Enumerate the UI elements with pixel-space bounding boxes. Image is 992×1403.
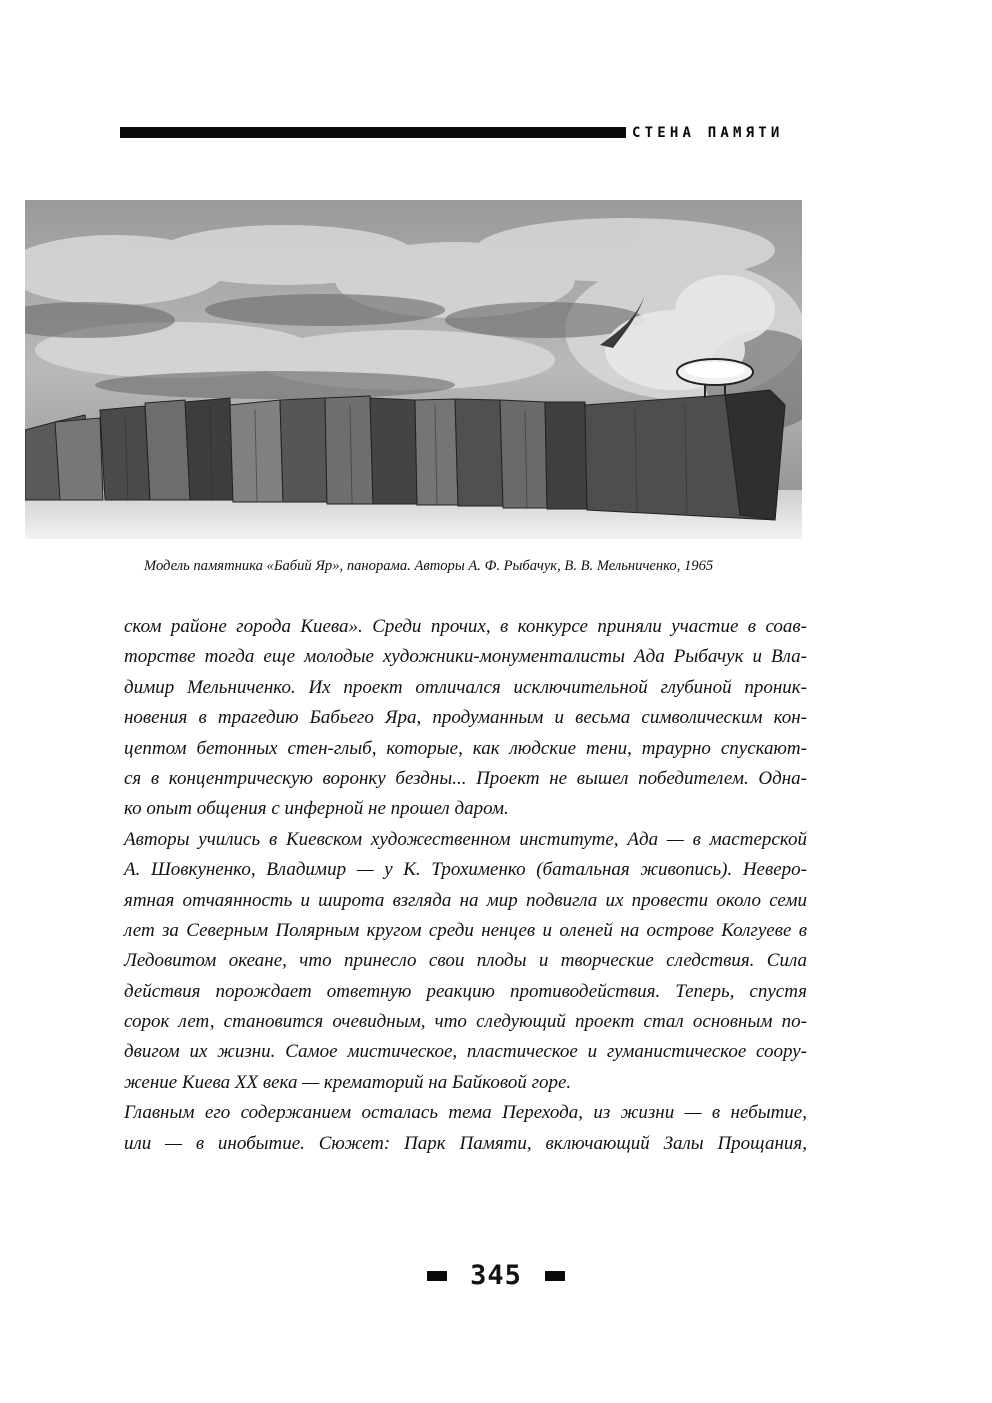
header-rule	[120, 127, 626, 138]
text-line: цептом бетонных стен-глыб, которые, как людские тени, траурно спускают-	[124, 737, 807, 759]
page-footer	[0, 1262, 992, 1290]
text-line: сорок лет, становится очевидным, что следующий проект стал основным по-	[124, 1011, 807, 1033]
text-line: ском районе города Киева». Среди прочих, в конкурсе приняли участие в соав-	[124, 616, 807, 637]
page-number: 345	[470, 1260, 522, 1291]
body-text	[124, 612, 807, 1159]
concrete-slabs	[25, 390, 785, 520]
running-header	[120, 124, 805, 142]
footer-square-left	[427, 1271, 447, 1281]
text-line: жение Киева XX века — крематорий на Байковой горе.	[124, 1071, 572, 1093]
text-line: действия порождает ответную реакцию противодействия. Теперь, спустя	[124, 980, 807, 1002]
text-line: Авторы учились в Киевском художественном институте, Ада — в мастерской	[124, 828, 807, 850]
text-line: новения в трагедию Бабьего Яра, продуманным и весьма символическим кон-	[124, 707, 807, 729]
text-line: димир Мельниченко. Их проект отличался исключительной глубиной проник-	[124, 676, 807, 698]
text-line: ся в концентрическую воронку бездны... Проект не вышел победителем. Одна-	[124, 767, 807, 789]
text-line: ятная отчаянность и широта взгляда на мир подвигла их провести около семи	[124, 889, 807, 911]
figure-caption: Модель памятника «Бабий Яр», панорама. Авторы А. Ф. Рыбачук, В. В. Мельниченко, 1965	[144, 558, 714, 574]
text-line: лет за Северным Полярным кругом среди ненцев и оленей на острове Колгуеве в	[124, 919, 807, 941]
text-line: торстве тогда еще молодые художники-монументалисты Ада Рыбачук и Вла-	[124, 646, 807, 668]
text-line: Ледовитом океане, что принесло свои плоды и творческие следствия. Сила	[124, 950, 807, 972]
text-line: ко опыт общения с инферной не прошел даром.	[124, 798, 509, 820]
monument-model-photo	[25, 200, 802, 539]
text-line: А. Шовкуненко, Владимир — у К. Трохименко (батальная живопись). Неверо-	[124, 859, 807, 881]
text-line: двигом их жизни. Самое мистическое, пластическое и гуманистическое соору-	[124, 1041, 807, 1063]
running-header-title: СТЕНА ПАМЯТИ	[632, 125, 784, 141]
footer-square-right	[545, 1271, 565, 1281]
text-line: или — в инобытие. Сюжет: Парк Памяти, включающий Залы Прощания,	[124, 1132, 807, 1154]
text-line: Главным его содержанием осталась тема Перехода, из жизни — в небытие,	[124, 1102, 807, 1124]
